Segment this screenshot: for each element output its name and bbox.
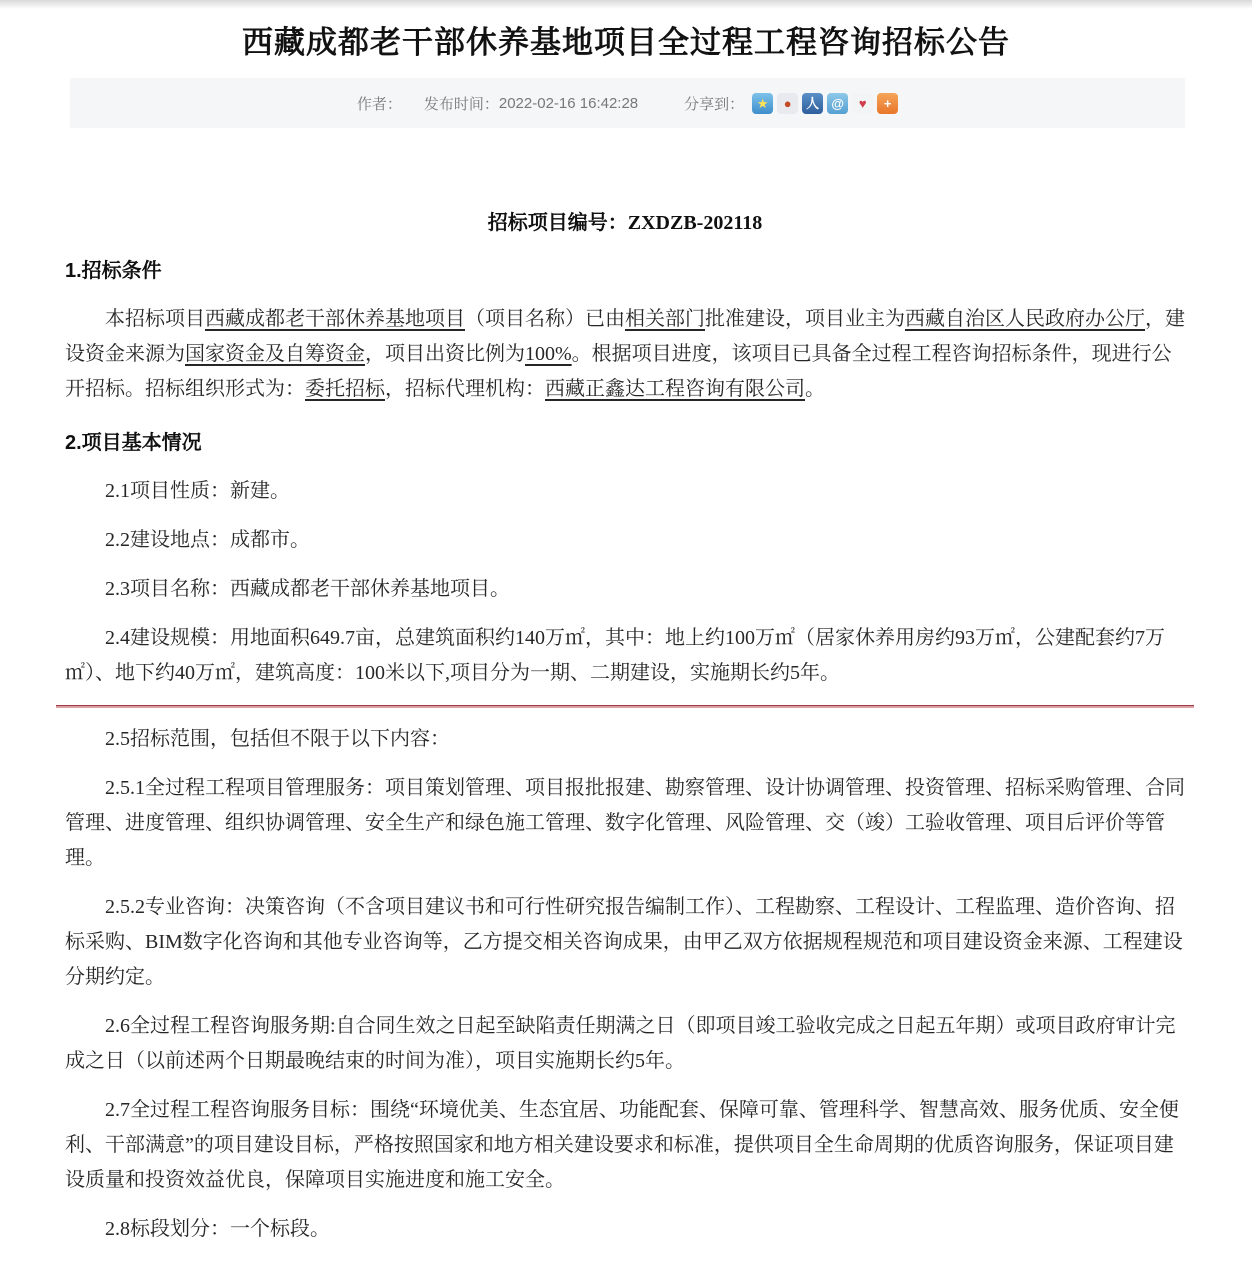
- project-number-line: [65, 206, 1185, 235]
- underlined-phrase: 西藏正鑫达工程咨询有限公司: [545, 378, 805, 400]
- red-underline-divider: [56, 705, 1194, 708]
- author-label: 作者：: [356, 95, 402, 113]
- share-label: 分享到：: [684, 95, 745, 113]
- top-edge-shade: [0, 0, 1252, 9]
- paragraph-bid-conditions: [65, 302, 1185, 407]
- section-1-heading: 1.招标条件: [65, 260, 162, 282]
- share-icons: [752, 93, 898, 114]
- document-body: [65, 206, 1185, 1247]
- underlined-phrase: 委托招标: [305, 378, 385, 400]
- paragraph-scale: 2.4建设规模：用地面积649.7亩，总建筑面积约140万㎡，其中：地上约100万㎡（居家休养用房约93万㎡，公建配套约7万㎡）、地下约40万㎡，建筑高度：100米以下,项目分为一期、二期建设，实施期长约5年。: [65, 627, 1165, 684]
- paragraph-service-period: 2.6全过程工程咨询服务期:自合同生效之日起至缺陷责任期满之日（即项目竣工验收完成之日起五年期）或项目政府审计完成之日（以前述两个日期最晚结束的时间为准），项目实施期长约5年。: [65, 1015, 1176, 1072]
- page-title: 西藏成都老干部休养基地项目全过程工程咨询招标公告: [242, 25, 1010, 60]
- text-run: 本招标项目: [105, 308, 205, 330]
- paragraph-lot-division: 2.8标段划分：一个标段。: [105, 1218, 330, 1240]
- text-run: 。: [805, 378, 825, 400]
- paragraph-project-name: 2.3项目名称：西藏成都老干部休养基地项目。: [105, 578, 510, 600]
- underlined-phrase: 西藏自治区人民政府办公厅: [905, 308, 1145, 330]
- project-number-value: ZXDZB-202118: [627, 212, 763, 234]
- share-icon-renren[interactable]: 人: [802, 93, 823, 114]
- underlined-phrase: 西藏成都老干部休养基地项目: [205, 308, 465, 330]
- share-icon-pengyou[interactable]: @: [827, 93, 848, 114]
- share-icon-qzone[interactable]: ★: [752, 93, 773, 114]
- section-2-heading: 2.项目基本情况: [65, 432, 202, 454]
- publish-time-value: 2022-02-16 16:42:28: [498, 94, 639, 112]
- text-run: ，建设资金来源为: [65, 308, 1185, 365]
- text-run: （项目名称）已由: [465, 308, 625, 330]
- text-run: 。根据项目进度，该项目已具备全过程工程咨询招标条件，现进行公开招标。招标组织形式为：: [65, 343, 1172, 400]
- text-run: ，招标代理机构：: [385, 378, 545, 400]
- text-run: 批准建设，项目业主为: [705, 308, 905, 330]
- underlined-phrase: 国家资金及自筹资金: [185, 343, 365, 365]
- share-icon-sina-weibo[interactable]: ●: [777, 93, 798, 114]
- meta-bar: [70, 78, 1185, 128]
- paragraph-location: 2.2建设地点：成都市。: [105, 529, 310, 551]
- share-icon-more[interactable]: +: [877, 93, 898, 114]
- underlined-phrase: 100%: [525, 343, 572, 365]
- publish-time-label: 发布时间：: [423, 95, 499, 113]
- project-number-label: 招标项目编号：: [487, 212, 628, 234]
- paragraph-project-nature: 2.1项目性质：新建。: [105, 480, 290, 502]
- underlined-phrase: 相关部门: [625, 308, 705, 330]
- paragraph-service-goal: 2.7全过程工程咨询服务目标：围绕“环境优美、生态宜居、功能配套、保障可靠、管理科学、智慧高效、服务优质、安全便利、干部满意”的项目建设目标，严格按照国家和地方相关建设要求和标准，提供项目全生命周期的优质咨询服务，保证项目建设质量和投资效益优良，保障项目实施进度和施工安全。: [65, 1099, 1179, 1191]
- paragraph-bid-scope: 2.5招标范围，包括但不限于以下内容：: [105, 728, 450, 750]
- share-icon-tencent-weibo[interactable]: ♥: [852, 93, 873, 114]
- paragraph-management-scope: 2.5.1全过程工程项目管理服务：项目策划管理、项目报批报建、勘察管理、设计协调管理、投资管理、招标采购管理、合同管理、进度管理、组织协调管理、安全生产和绿色施工管理、数字化管理、风险管理、交（竣）工验收管理、项目后评价等管理。: [65, 777, 1185, 869]
- text-run: ，项目出资比例为: [365, 343, 525, 365]
- paragraph-consulting-scope: 2.5.2专业咨询：决策咨询（不含项目建议书和可行性研究报告编制工作）、工程勘察、工程设计、工程监理、造价咨询、招标采购、BIM数字化咨询和其他专业咨询等，乙方提交相关咨询成果，由甲乙双方依据规程规范和项目建设资金来源、工程建设分期约定。: [65, 896, 1183, 988]
